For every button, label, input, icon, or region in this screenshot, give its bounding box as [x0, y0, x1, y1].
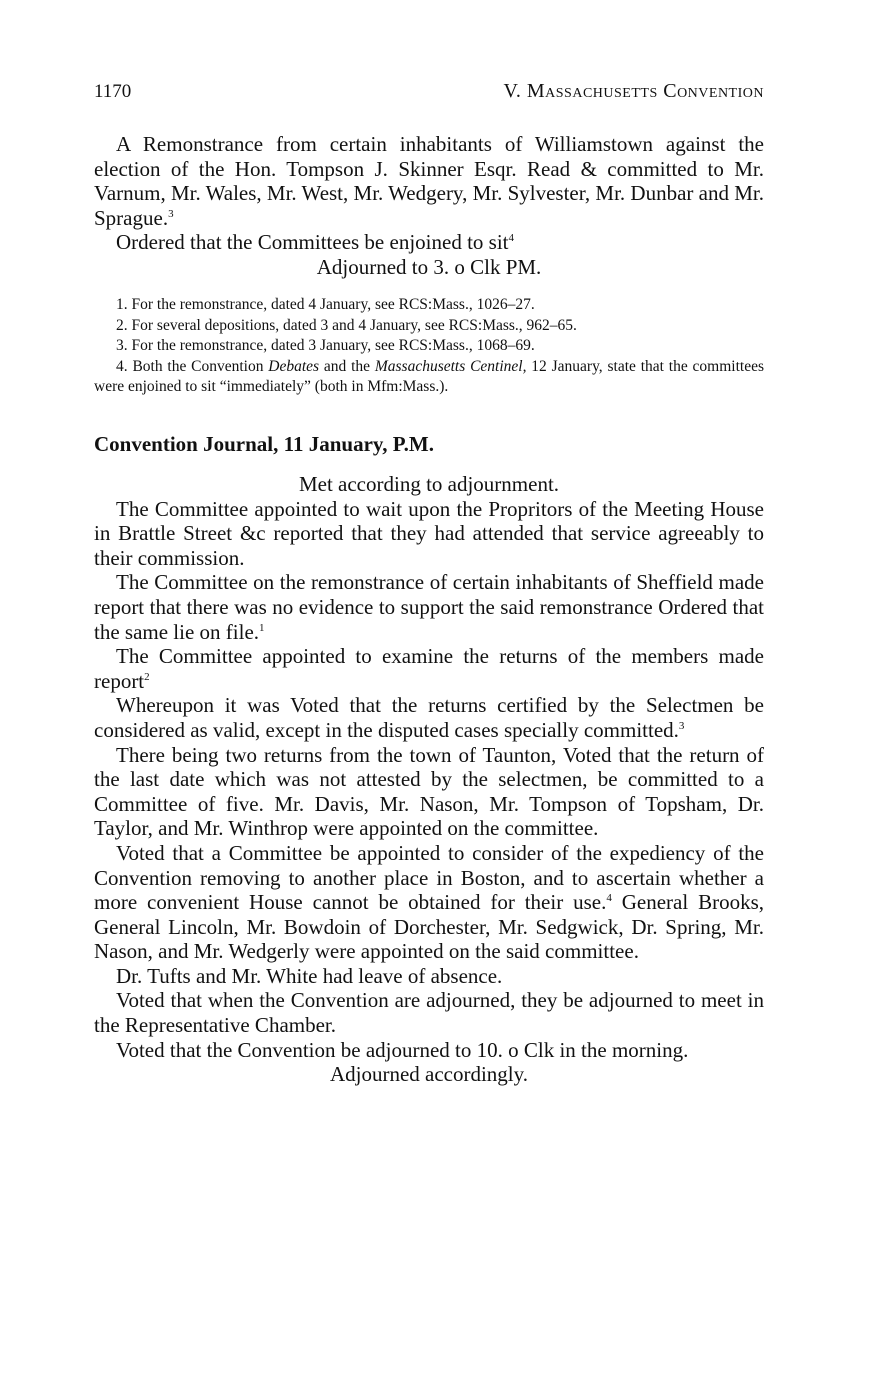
footnote-4	[94, 357, 764, 398]
journal-entry-afternoon	[94, 472, 764, 1087]
footnote-text: and the	[319, 357, 375, 375]
footnote-text: 12 January, state that the committees were enjoined to sit “immediately” (both in Mfm:Mass.).	[94, 357, 764, 395]
footnote-ref[interactable]: 2	[144, 670, 150, 683]
paragraph-text: Ordered that the Committees be enjoined to sit	[116, 230, 509, 255]
footnote-ref[interactable]: 1	[259, 621, 265, 634]
paragraph	[94, 570, 764, 644]
footnote-ref[interactable]: 4	[606, 892, 612, 905]
paragraph: Dr. Tufts and Mr. White had leave of absence.	[116, 963, 503, 988]
footnote-ref[interactable]: 3	[678, 719, 685, 732]
footnote-ref[interactable]: 4	[508, 232, 514, 245]
paragraph-text: Voted that a Committee be appointed to consider of the expediency of the Convention removing to another place in Boston, and to ascertain whether a more convenient House cannot be obtained for their use.	[94, 840, 764, 915]
footnote-3: 3. For the remonstrance, dated 3 January, see RCS:Mass., 1068–69.	[116, 337, 535, 354]
paragraph-text: The Committee on the remonstrance of certain inhabitants of Sheffield made report that there was no evidence to support the said remonstrance Ordered that the same lie on file.	[94, 570, 764, 644]
paragraph-text: The Committee appointed to examine the returns of the members made report	[94, 644, 764, 693]
footnote-title-debates: Debates	[268, 357, 320, 375]
footnote-title-centinel: Massachusetts Centinel,	[374, 357, 527, 375]
paragraph: Voted that the Convention be adjourned to 10. o Clk in the morning.	[116, 1037, 689, 1062]
adjournment-line: Adjourned to 3. o Clk PM.	[316, 254, 542, 279]
paragraph-text: Whereupon it was Voted that the returns certified by the Selectmen be considered as valid, except in the disputed cases specially committed.	[94, 693, 764, 742]
paragraph: There being two returns from the town of Taunton, Voted that the return of the last date which was not attested by the selectmen, be committed to a Committee of five. Mr. Davis, Mr. Nason, Mr. Tompson of Topsham, Dr. Taylor, and Mr. Winthrop were appointed on the committee.	[94, 742, 764, 841]
running-head	[94, 80, 764, 103]
paragraph	[94, 841, 764, 964]
footnotes	[94, 295, 764, 398]
journal-entry-morning	[94, 132, 764, 280]
adjournment-line: Adjourned accordingly.	[329, 1062, 529, 1087]
footnote-2: 2. For several depositions, dated 3 and 4 January, see RCS:Mass., 962–65.	[116, 316, 577, 334]
paragraph: Voted that when the Convention are adjourned, they be adjourned to meet in the Representative Chamber.	[94, 988, 764, 1038]
paragraph	[94, 644, 764, 693]
paragraph	[94, 693, 764, 742]
footnote-1: 1. For the remonstrance, dated 4 January, see RCS:Mass., 1026–27.	[116, 296, 535, 313]
running-title: V. Massachusetts Convention	[503, 80, 764, 102]
paragraph	[94, 132, 764, 230]
paragraph-text: General Brooks, General Lincoln, Mr. Bowdoin of Dorchester, Mr. Sedgwick, Dr. Spring, Mr. Nason, and Mr. Wedgerly were appointed on the said committee.	[94, 890, 764, 964]
page-number: 1170	[94, 81, 132, 102]
paragraph: The Committee appointed to wait upon the Propritors of the Meeting House in Brattle Street &c reported that they had attended that service agreeably to their commission.	[94, 496, 764, 570]
met-line: Met according to adjournment.	[298, 472, 560, 496]
paragraph-text: A Remonstrance from certain inhabitants of Williamstown against the election of the Hon. Tompson J. Skinner Esqr. Read & committed to Mr. Varnum, Mr. Wales, Mr. West, Mr. Wedgery, Mr. Sylvester, Mr. Dunbar and Mr. Sprague.	[94, 132, 764, 230]
paragraph	[94, 230, 764, 255]
footnote-text: 4. Both the Convention	[116, 357, 269, 375]
section-heading: Convention Journal, 11 January, P.M.	[94, 432, 434, 456]
footnote-ref[interactable]: 3	[168, 207, 174, 220]
